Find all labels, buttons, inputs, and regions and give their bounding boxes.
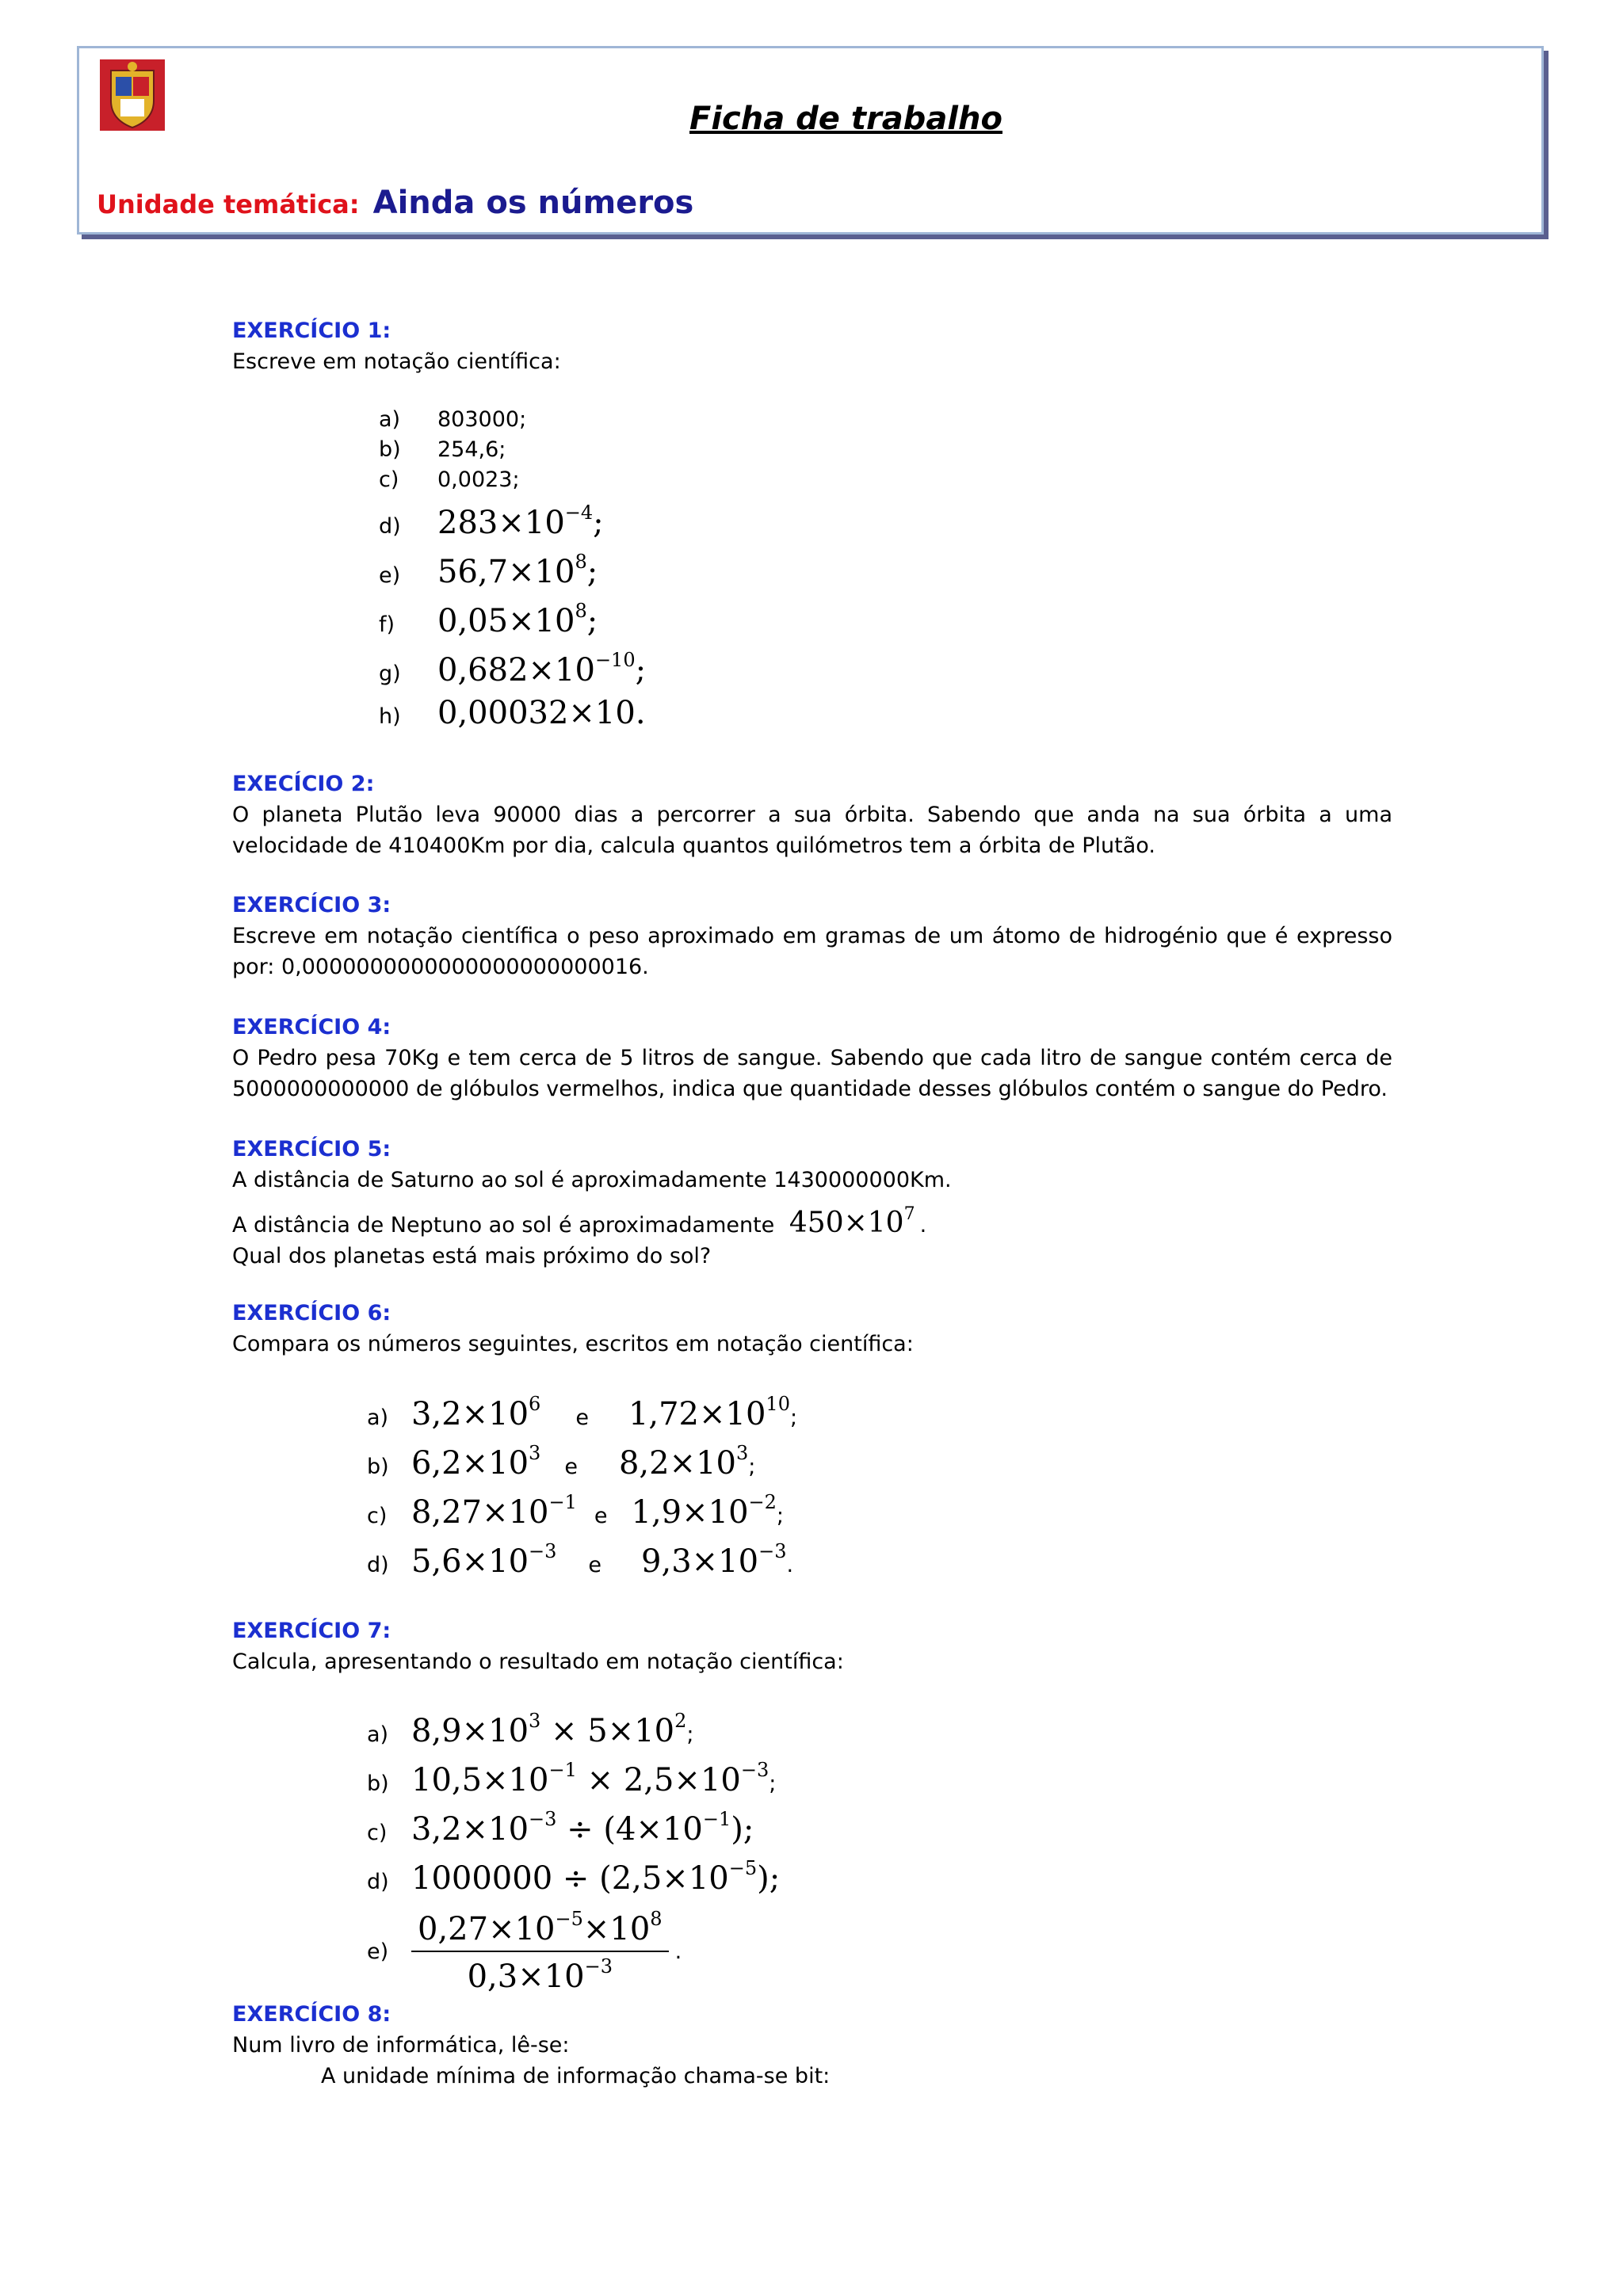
exercise-3	[232, 890, 1392, 982]
exercise-6	[232, 1298, 1392, 1360]
ex1-item-g: g) $0,682\times 10^{-10}$;	[379, 649, 647, 688]
ex6-item-c: c) $8,27\times 10^{-1}e$ $1,9\times 10^{-2}$;	[367, 1491, 785, 1531]
exercise-3-text: Escreve em notação científica o peso aproximado em gramas de um átomo de hidrogénio que é expresso por: 0,0000000000000000000000016.	[232, 924, 1392, 979]
exercise-3-title: EXERCÍCIO 3:	[232, 893, 391, 917]
exercise-4-text: O Pedro pesa 70Kg e tem cerca de 5 litros de sangue. Sabendo que cada litro de sangue contém cerca de 5000000000000 de glóbulos vermelhos, indica que quantidade desses glóbulos contém o sangue do Pedro.	[232, 1046, 1392, 1101]
exercise-7	[232, 1615, 1392, 1677]
exercise-2-title: EXECÍCIO 2:	[232, 772, 375, 796]
exercise-1-prompt: Escreve em notação científica:	[232, 349, 561, 374]
ex1-item-h: h) 0,00032×10.	[379, 695, 646, 731]
exercise-4-title: EXERCÍCIO 4:	[232, 1015, 391, 1039]
exercise-2	[232, 769, 1392, 861]
exercise-7-prompt: Calcula, apresentando o resultado em notação científica:	[232, 1650, 844, 1674]
exercise-8-title: EXERCÍCIO 8:	[232, 2002, 391, 2027]
ex1-item-d: d) $283\times 10^{-4}$;	[379, 502, 604, 541]
exercise-5	[232, 1134, 1392, 1272]
exercise-8-line1: Num livro de informática, lê-se:	[232, 2033, 570, 2058]
exercise-4	[232, 1012, 1392, 1104]
ex6-item-b: b) $6,2\times 10^3e$ $8,2\times 10^3$;	[367, 1442, 756, 1482]
ex7-item-b: b) $10,5\times 10^{-1} \times 2,5\times 10^{-3}$;	[367, 1759, 777, 1798]
ex6-item-d: d) $5,6\times 10^{-3}e$ $9,3\times 10^{-3}$.	[367, 1540, 794, 1580]
unit-name: Ainda os números	[372, 185, 694, 221]
header-box	[77, 46, 1544, 235]
ex1-item-c: c) 0,0023;	[379, 467, 520, 492]
exercise-8	[232, 1999, 1392, 2092]
ex1-item-f: f) $0,05\times 10^8$;	[379, 600, 598, 639]
ex1-item-b: b) 254,6;	[379, 437, 506, 462]
sheet-title: Ficha de trabalho	[689, 101, 1002, 137]
exercise-5-line2: A distância de Neptuno ao sol é aproximadamente $450\times 10^7$ .	[232, 1204, 927, 1239]
unit-label: Unidade temática:	[97, 189, 360, 219]
exercise-5-line1: A distância de Saturno ao sol é aproximadamente 1430000000Km.	[232, 1168, 952, 1192]
ex7-item-c: c) $3,2\times 10^{-3} \div (4\times 10^{-1})$;	[367, 1808, 754, 1848]
ex1-item-e: e) $56,7\times 10^8$;	[379, 551, 598, 590]
exercise-7-title: EXERCÍCIO 7:	[232, 1619, 391, 1643]
exercise-5-line3: Qual dos planetas está mais próximo do sol?	[232, 1244, 712, 1268]
ex7-item-a: a) $8,9\times 10^3 \times 5\times 10^2$;	[367, 1710, 694, 1749]
ex6-item-a: a) $3,2\times 10^6e$ $1,72\times 10^{10}$;	[367, 1393, 798, 1432]
ex1-item-a: a) 803000;	[379, 407, 527, 432]
exercise-1-title: EXERCÍCIO 1:	[232, 318, 391, 343]
exercise-1	[232, 315, 1392, 377]
exercise-8-line2: A unidade mínima de informação chama-se bit:	[321, 2064, 831, 2088]
ex7-item-e: e) $\frac{0,27\times 10^{-5}\times 10^8}{0,3\times 10^{-3}}$ .	[367, 1908, 682, 1995]
ex7-item-d: d) $1000000 \div (2,5\times 10^{-5})$;	[367, 1857, 781, 1897]
exercise-6-prompt: Compara os números seguintes, escritos em notação científica:	[232, 1332, 914, 1356]
fraction: $\frac{0,27\times 10^{-5}\times 10^8}{0,3\times 10^{-3}}$	[411, 1908, 669, 1995]
unit-heading	[97, 185, 693, 221]
exercise-5-title: EXERCÍCIO 5:	[232, 1137, 391, 1161]
exercise-2-text: O planeta Plutão leva 90000 dias a percorrer a sua órbita. Sabendo que anda na sua órbita a uma velocidade de 410400Km por dia, calcula quantos quilómetros tem a órbita de Plutão.	[232, 803, 1392, 858]
exercise-6-title: EXERCÍCIO 6:	[232, 1301, 391, 1325]
